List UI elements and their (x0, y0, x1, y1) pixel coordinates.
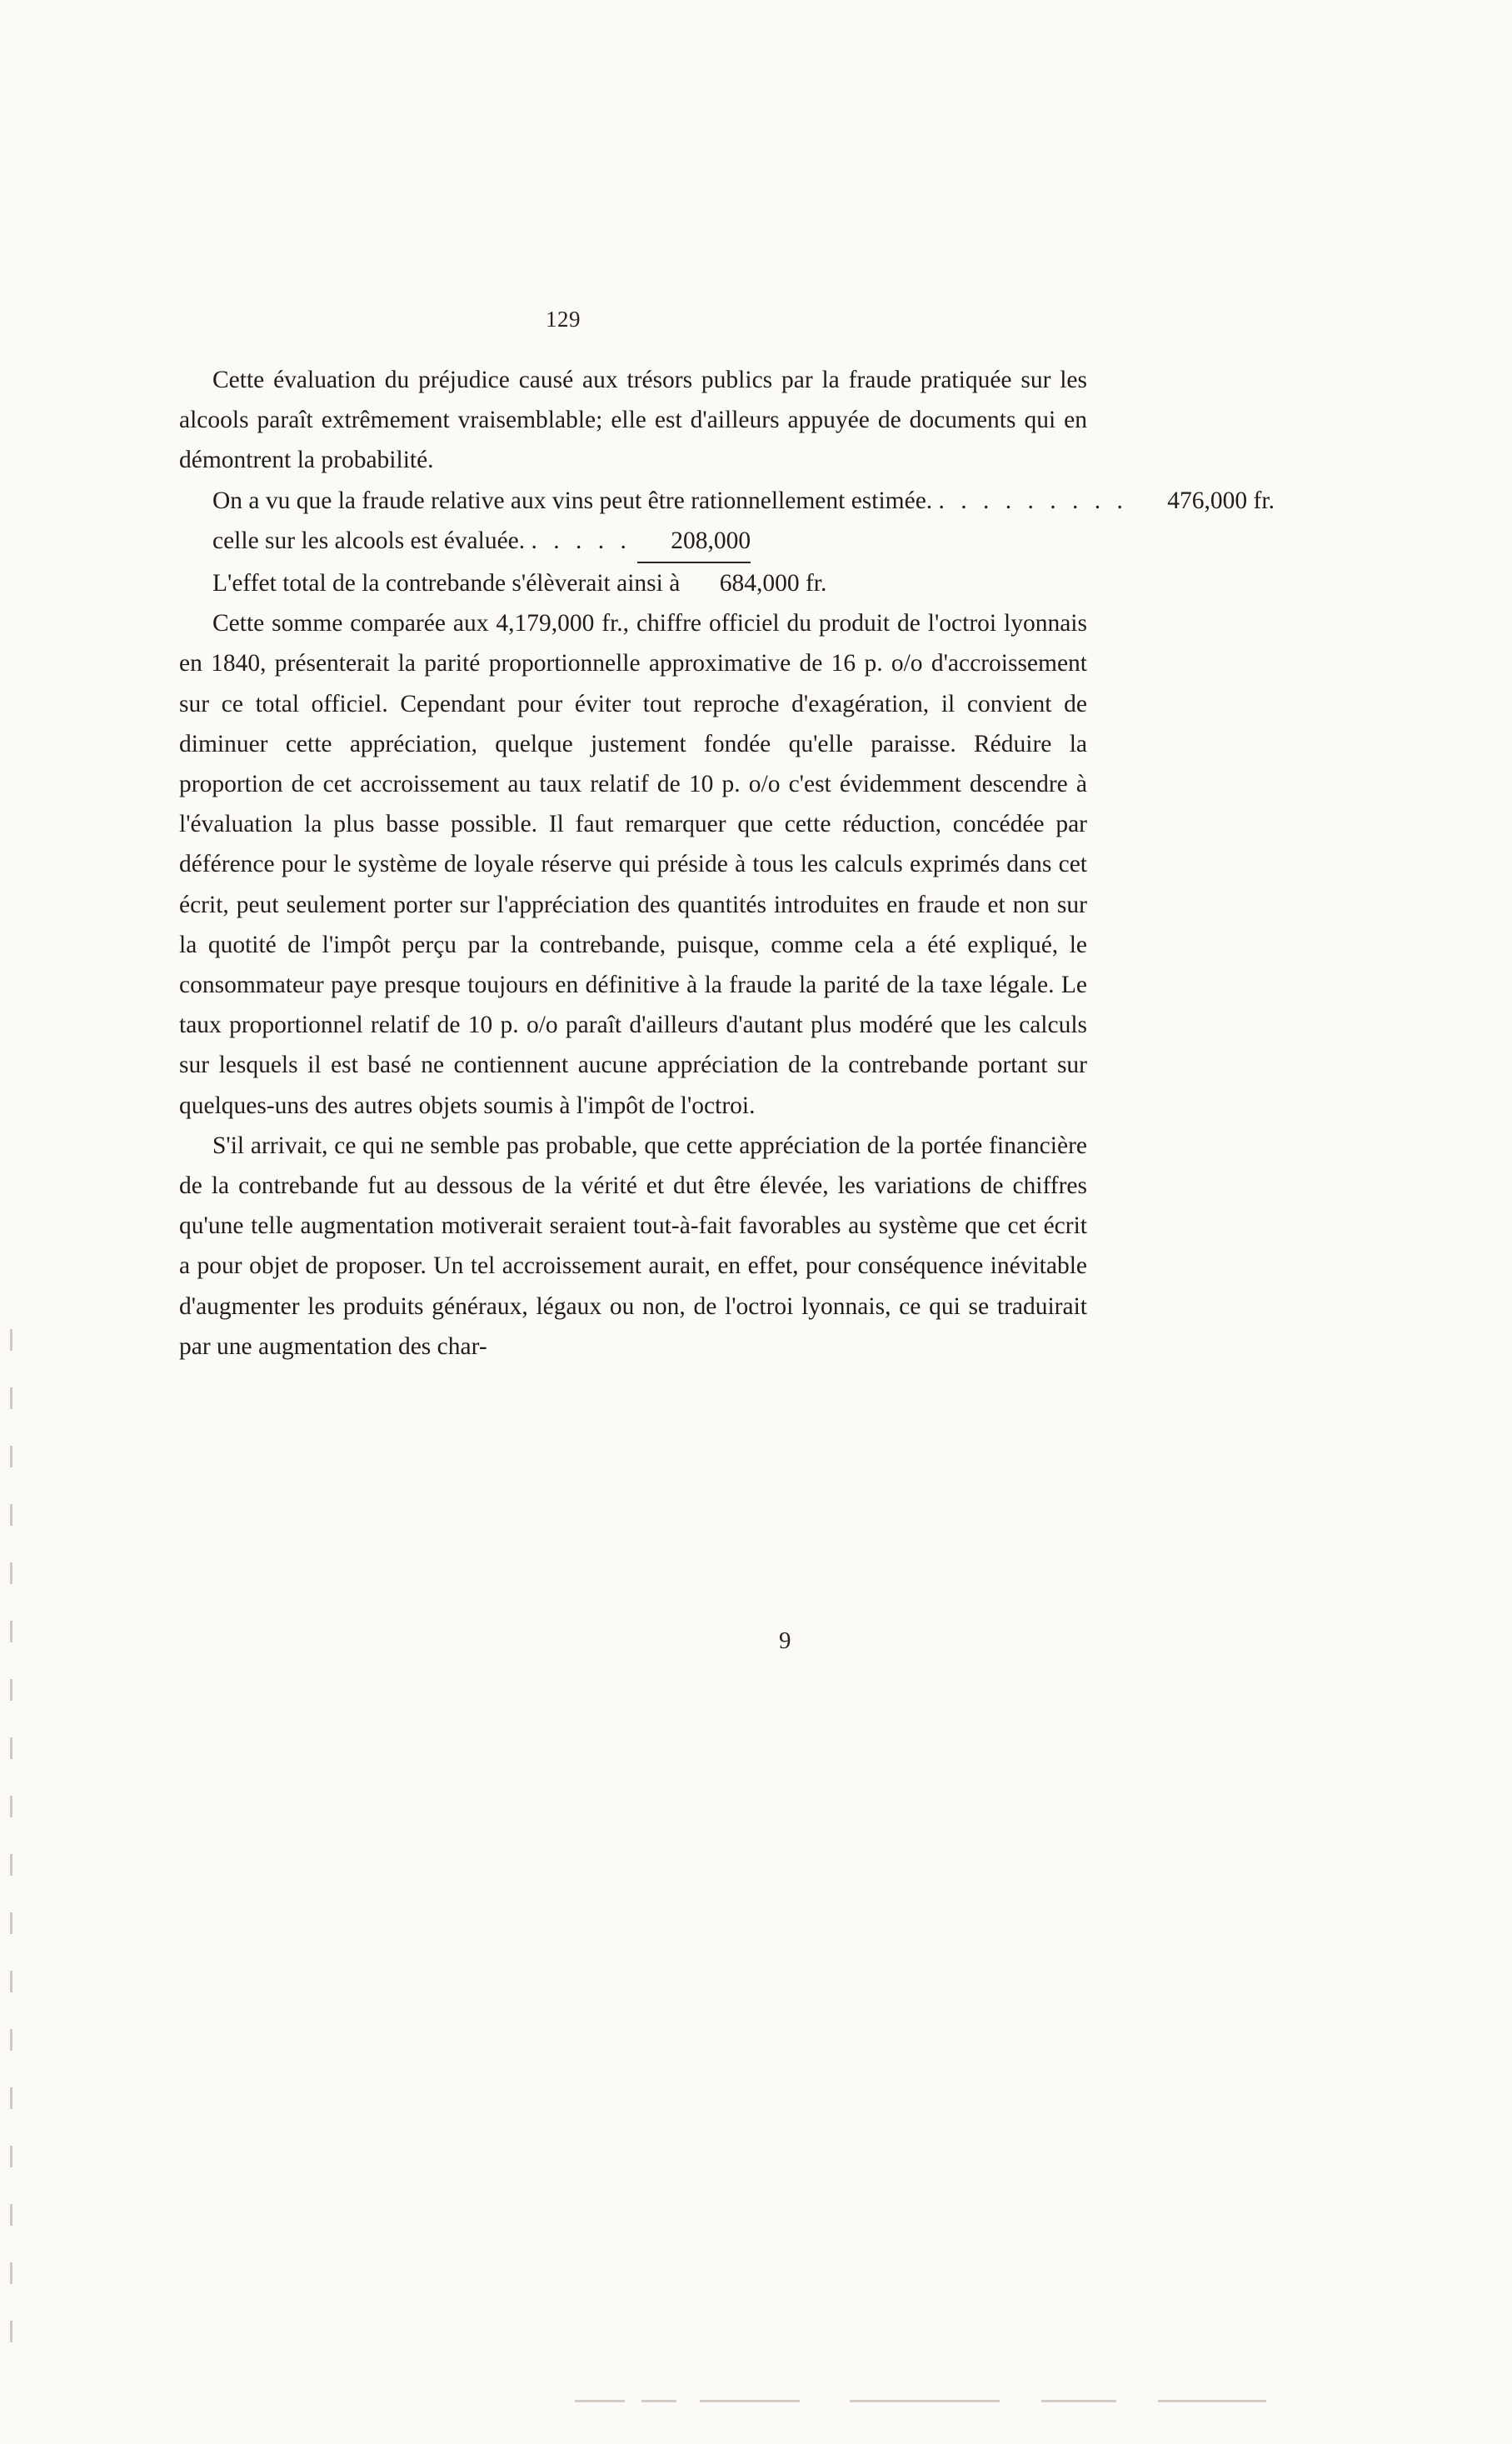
sum-line-alcools-label: celle sur les alcools est évaluée. (212, 527, 526, 554)
sum-line-vins (179, 481, 1275, 521)
sum-line-total (179, 563, 1087, 603)
paragraph-3-text: Cette somme comparée aux 4,179,000 fr., chiffre officiel du produit de l'octroi lyonnais en 1840, présenterait la parité proportionnelle approximative de 16 p. o/o d'accroissement sur ce total officiel. Cependant pour éviter tout reproche d'exagération, il convient de diminuer cette appréciation, quelque justement fondée qu'elle paraisse. Réduire la proportion de cet accroissement au taux relatif de 10 p. o/o c'est évidemment descendre à l'évaluation la plus basse possible. Il faut remarquer que cette réduction, concédée par déférence pour le système de loyale réserve qui préside à tous les calculs exprimés dans cet écrit, peut seulement porter sur l'appréciation des quantités introduites en fraude et non sur la quotité de l'impôt perçu par la contrebande, puisque, comme cela a été expliqué, le consommateur paye presque toujours en définitive à la fraude la parité de la taxe légale. Le taux proportionnel relatif de 10 p. o/o paraît d'ailleurs d'autant plus modéré que les calculs sur lesquels il est basé ne contiennent aucune appréciation de la contrebande portant sur quelques-uns des autres objets soumis à l'impôt de l'octroi. (179, 610, 1087, 1119)
page-text-body (179, 360, 1275, 1367)
paragraph-1-text: Cette évaluation du préjudice causé aux trésors publics par la fraude pratiquée sur les alcools paraît extrêmement vraisemblable; elle est d'ailleurs appuyée de documents qui en démontrent la probabilité. (179, 367, 1087, 474)
sum-line-vins-amount: 476,000 fr. (1167, 487, 1275, 514)
page-number: 129 (546, 307, 581, 332)
sum-line-vins-label: On a vu que la fraude relative aux vins peut être rationnellement estimée. (212, 487, 933, 514)
sum-line-total-amount: 684,000 fr. (719, 570, 827, 597)
sum-line-alcools-amount: 208,000 (637, 521, 751, 563)
paragraph-3 (179, 603, 1087, 1126)
sum-line-alcools (179, 521, 1087, 563)
bottom-scan-artifacts (575, 2400, 1325, 2408)
sum-line-total-label: L'effet total de la contrebande s'élèverait ainsi à (212, 570, 681, 597)
sum-table (179, 481, 1275, 604)
paragraph-4 (179, 1126, 1087, 1367)
sum-line-alcools-leader: . . . . . (531, 527, 631, 554)
margin-scan-artifacts (10, 1329, 22, 2371)
paragraph-4-text: S'il arrivait, ce qui ne semble pas probable, que cette appréciation de la portée financière de la contrebande fut au dessous de la vérité et dut être élevée, les variations de chiffres qu'une telle augmentation motiverait seraient tout-à-fait favorables au système que cet écrit a pour objet de proposer. Un tel accroissement aurait, en effet, pour conséquence inévitable d'augmenter les produits généraux, légaux ou non, de l'octroi lyonnais, ce qui se traduirait par une augmentation des char- (179, 1132, 1087, 1360)
folio-number: 9 (779, 1627, 791, 1654)
paragraph-1 (179, 360, 1087, 481)
sum-line-vins-leader: . . . . . . . . . (938, 487, 1128, 514)
